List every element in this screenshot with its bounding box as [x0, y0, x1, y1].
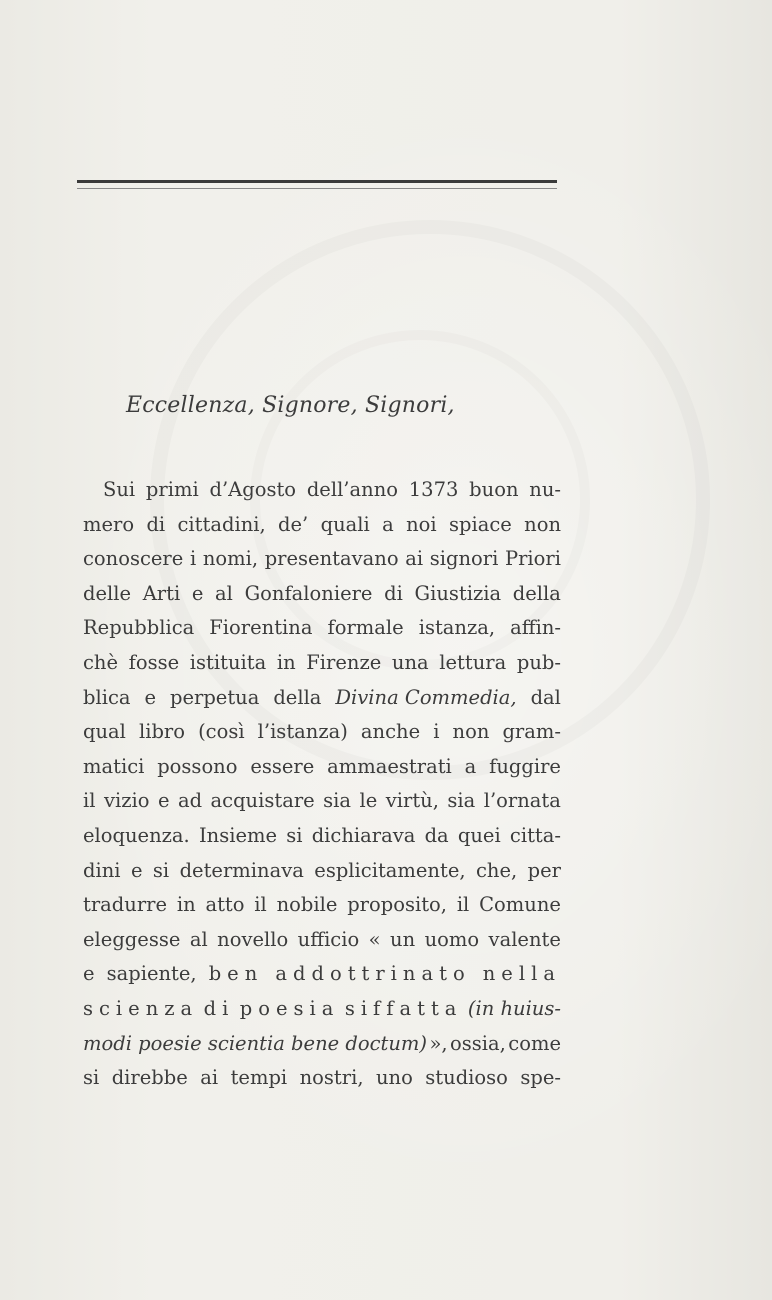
word: uomo [424, 927, 480, 951]
word: acquistare [210, 789, 315, 813]
text-line [83, 992, 561, 1027]
word: cittadini, [177, 512, 266, 536]
word: le [359, 789, 378, 813]
word: e [144, 685, 157, 709]
word: in [276, 650, 296, 674]
word: (così [198, 720, 245, 744]
word: fosse [128, 650, 180, 674]
word: ai [405, 547, 424, 571]
word: istituita [189, 650, 267, 674]
text-line [83, 508, 561, 543]
word: ad [177, 789, 203, 813]
text-line [83, 957, 561, 992]
word: il [83, 789, 96, 813]
header-rule-thick [77, 180, 557, 183]
word: si [152, 858, 170, 882]
word: Arti [142, 581, 181, 605]
word: libro [138, 720, 185, 744]
word: di [203, 996, 235, 1020]
word: i [433, 720, 440, 744]
word: tradurre [83, 893, 168, 917]
text-line [83, 923, 561, 958]
word: Fiorentina [209, 616, 313, 640]
word: in [176, 893, 196, 917]
word: non [524, 512, 561, 536]
word: signori [429, 547, 499, 571]
word: Repubblica [83, 616, 195, 640]
word: perpetua [169, 685, 260, 709]
word: sia [323, 789, 352, 813]
word: chè [83, 650, 119, 674]
word: e [157, 789, 170, 813]
word: nella [482, 962, 561, 986]
word: nu- [529, 478, 561, 501]
text-line [83, 784, 561, 819]
text-line [83, 715, 561, 750]
text-line [83, 854, 561, 889]
word: un [390, 927, 416, 951]
word: primi [145, 478, 199, 501]
word: valente [488, 927, 561, 951]
word: quei [457, 823, 501, 847]
word: uno [375, 1066, 413, 1090]
word: mero [83, 512, 135, 536]
word: affin- [510, 616, 561, 640]
word: della [273, 685, 322, 709]
text-line [83, 646, 561, 681]
word: buon [469, 478, 519, 501]
word: ai [200, 1066, 219, 1090]
word: si [286, 823, 303, 847]
word: tempi [230, 1066, 288, 1090]
word: noi [406, 512, 437, 536]
salutation: Eccellenza, Signore, Signori, [126, 393, 455, 418]
text-line [83, 542, 561, 577]
word: « [368, 927, 381, 951]
word: ufficio [297, 927, 360, 951]
word: studioso [425, 1066, 508, 1090]
word: si [83, 1066, 100, 1090]
word: siffatta [344, 996, 463, 1020]
word: vizio [103, 789, 150, 813]
word: citta- [509, 823, 561, 847]
word: una [391, 650, 429, 674]
word: formale [327, 616, 404, 640]
text-line [83, 819, 561, 854]
word: Priori [504, 547, 561, 571]
word: anche [360, 720, 421, 744]
word: Comune [479, 893, 561, 917]
word: di [146, 512, 166, 536]
word: l’ornata [483, 789, 561, 813]
word: eleggesse [83, 927, 181, 951]
word: poesia [239, 996, 340, 1020]
word: sia [447, 789, 476, 813]
word: ossia, [450, 1031, 506, 1055]
word: addottrinato [275, 962, 471, 986]
word: matici [83, 754, 145, 778]
word: il [456, 893, 470, 917]
word: e [83, 962, 95, 986]
word: spiace [448, 512, 512, 536]
word: dal [530, 685, 561, 709]
word: dichiarava [311, 823, 416, 847]
text-line [83, 577, 561, 612]
word: determinava [179, 858, 304, 882]
word: della [512, 581, 561, 605]
word: possono [157, 754, 238, 778]
word: lettura [439, 650, 507, 674]
word: direbbe [111, 1066, 188, 1090]
word: l’istanza) [257, 720, 348, 744]
word: spe- [520, 1066, 561, 1090]
word: al [189, 927, 208, 951]
word: qual [83, 720, 126, 744]
word: blica [83, 685, 131, 709]
word: conoscere [83, 547, 184, 571]
text-line [83, 473, 561, 508]
word: a [382, 512, 394, 536]
word: », [429, 1031, 448, 1055]
word: fuggire [489, 754, 561, 778]
header-rule-thin [77, 188, 557, 189]
word: presentavano [264, 547, 399, 571]
word: 1373 [408, 478, 459, 501]
word: de’ [278, 512, 309, 536]
text-line [83, 1027, 561, 1062]
word: a [464, 754, 477, 778]
word: nostri, [299, 1066, 364, 1090]
word: non [452, 720, 490, 744]
text-line [83, 750, 561, 785]
word: (in huius- [467, 996, 561, 1020]
word: Insieme [198, 823, 278, 847]
word: il [254, 893, 267, 917]
word: e [191, 581, 204, 605]
word: gram- [502, 720, 561, 744]
word: Firenze [306, 650, 382, 674]
word: ben [208, 962, 264, 986]
word: essere [250, 754, 315, 778]
word: d’Agosto [209, 478, 297, 501]
word: dell’anno [306, 478, 398, 501]
word: pub- [516, 650, 561, 674]
word: esplicitamente, [314, 858, 466, 882]
word: sapiente, [106, 962, 197, 986]
word: delle [83, 581, 132, 605]
word: virtù, [385, 789, 439, 813]
word: Gonfaloniere [244, 581, 373, 605]
body-paragraph [83, 473, 561, 1096]
word: Divina Commedia, [335, 685, 517, 709]
word: nobile [276, 893, 338, 917]
word: e [130, 858, 143, 882]
word: al [215, 581, 233, 605]
word: novello [217, 927, 289, 951]
word: atto [205, 893, 245, 917]
text-line [83, 681, 561, 716]
word: scienza [83, 996, 199, 1020]
word: proposito, [347, 893, 447, 917]
word: Sui [103, 478, 136, 501]
word: i [189, 547, 197, 571]
word: da [424, 823, 449, 847]
word: quali [320, 512, 370, 536]
word: per [527, 858, 561, 882]
text-line [83, 1061, 561, 1096]
word: come [508, 1031, 561, 1055]
word: dini [83, 858, 121, 882]
word: nomi, [202, 547, 259, 571]
word: Giustizia [414, 581, 502, 605]
word: ammaestrati [327, 754, 452, 778]
text-line [83, 888, 561, 923]
word: che, [476, 858, 518, 882]
text-line [83, 611, 561, 646]
word: istanza, [418, 616, 496, 640]
word: modi poesie scientia bene doctum) [83, 1031, 428, 1055]
word: di [384, 581, 403, 605]
word: eloquenza. [83, 823, 190, 847]
